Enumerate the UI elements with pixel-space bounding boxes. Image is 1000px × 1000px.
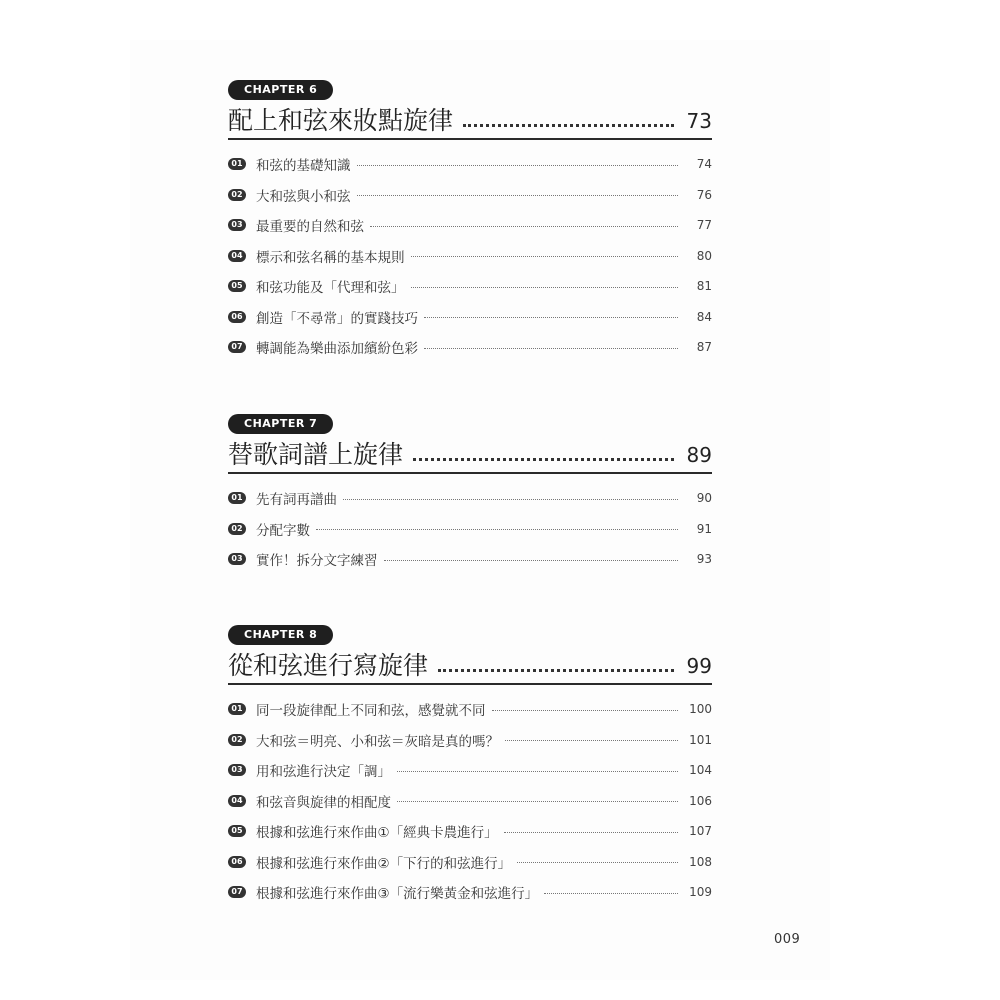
toc-item[interactable]	[228, 755, 712, 786]
chapter-badge: CHAPTER 6	[228, 80, 333, 100]
chapter-heading[interactable]	[228, 102, 712, 136]
item-title: 轉調能為樂曲添加繽紛色彩	[256, 341, 418, 358]
toc-item[interactable]	[228, 210, 712, 241]
toc-list	[228, 483, 712, 575]
item-number: 01	[228, 158, 246, 170]
item-title: 實作！拆分文字練習	[256, 553, 378, 570]
item-page: 107	[689, 824, 712, 839]
item-title: 先有詞再譜曲	[256, 492, 337, 509]
chapter-badge: CHAPTER 7	[228, 414, 333, 434]
item-page: 90	[696, 491, 712, 506]
toc-item[interactable]	[228, 271, 712, 302]
item-page: 81	[696, 279, 712, 294]
toc-item[interactable]	[228, 877, 712, 908]
item-title: 分配字數	[256, 522, 310, 539]
toc-item[interactable]	[228, 149, 712, 180]
chapter-title: 從和弦進行寫旋律	[228, 651, 429, 680]
toc-item[interactable]	[228, 302, 712, 333]
item-page: 76	[696, 187, 712, 202]
chapter-title: 替歌詞譜上旋律	[228, 440, 404, 469]
item-number: 04	[228, 250, 246, 262]
dot-leader	[397, 771, 678, 772]
item-title: 最重要的自然和弦	[256, 219, 364, 236]
chapter-8-section	[228, 623, 712, 908]
toc-item[interactable]	[228, 241, 712, 272]
dot-leader	[517, 862, 678, 863]
item-title: 和弦功能及「代理和弦」	[256, 280, 405, 297]
item-page: 93	[696, 552, 712, 567]
item-title: 大和弦與小和弦	[256, 188, 351, 205]
item-page: 101	[689, 732, 712, 747]
item-title: 根據和弦進行來作曲②「下行的和弦進行」	[256, 855, 512, 872]
chapter-page: 89	[686, 443, 712, 467]
dot-leader	[424, 317, 678, 318]
dot-leader	[413, 458, 674, 461]
dot-leader	[370, 226, 678, 227]
item-number: 02	[228, 523, 246, 535]
chapter-rule	[228, 138, 712, 140]
chapter-title: 配上和弦來妝點旋律	[228, 106, 454, 135]
toc-item[interactable]	[228, 694, 712, 725]
chapter-page: 99	[686, 654, 712, 678]
item-page: 77	[696, 218, 712, 233]
dot-leader	[505, 740, 678, 741]
dot-leader	[492, 710, 679, 711]
item-title: 根據和弦進行來作曲①「經典卡農進行」	[256, 825, 498, 842]
item-number: 01	[228, 492, 246, 504]
item-number: 05	[228, 825, 246, 837]
toc-item[interactable]	[228, 180, 712, 211]
page-number: 009	[774, 932, 801, 947]
dot-leader	[411, 287, 679, 288]
item-number: 03	[228, 219, 246, 231]
item-page: 106	[689, 793, 712, 808]
item-number: 03	[228, 764, 246, 776]
dot-leader	[424, 348, 678, 349]
item-number: 01	[228, 703, 246, 715]
chapter-6-section	[228, 78, 712, 363]
item-page: 104	[689, 763, 712, 778]
toc-list	[228, 694, 712, 908]
toc-list	[228, 149, 712, 363]
item-number: 03	[228, 553, 246, 565]
dot-leader	[357, 165, 679, 166]
dot-leader	[438, 669, 674, 672]
item-title: 大和弦＝明亮、小和弦＝灰暗是真的嗎？	[256, 733, 499, 750]
item-title: 用和弦進行決定「調」	[256, 764, 391, 781]
item-number: 05	[228, 280, 246, 292]
item-page: 80	[696, 248, 712, 263]
dot-leader	[316, 529, 678, 530]
toc-item[interactable]	[228, 725, 712, 756]
item-title: 標示和弦名稱的基本規則	[256, 249, 405, 266]
item-title: 同一段旋律配上不同和弦，感覺就不同	[256, 703, 486, 720]
dot-leader	[343, 499, 678, 500]
item-title: 和弦的基礎知識	[256, 158, 351, 175]
item-page: 100	[689, 702, 712, 717]
chapter-rule	[228, 683, 712, 685]
dot-leader	[411, 256, 679, 257]
chapter-page: 73	[686, 109, 712, 133]
toc-item[interactable]	[228, 332, 712, 363]
chapter-heading[interactable]	[228, 647, 712, 681]
item-page: 109	[689, 885, 712, 900]
toc-item[interactable]	[228, 514, 712, 545]
item-number: 02	[228, 189, 246, 201]
dot-leader	[463, 124, 674, 127]
toc-item[interactable]	[228, 816, 712, 847]
chapter-rule	[228, 472, 712, 474]
item-title: 根據和弦進行來作曲③「流行樂黃金和弦進行」	[256, 886, 539, 903]
item-title: 和弦音與旋律的相配度	[256, 794, 391, 811]
item-number: 04	[228, 795, 246, 807]
chapter-heading[interactable]	[228, 436, 712, 470]
item-page: 108	[689, 854, 712, 869]
dot-leader	[397, 801, 678, 802]
item-number: 02	[228, 734, 246, 746]
toc-item[interactable]	[228, 483, 712, 514]
item-number: 07	[228, 341, 246, 353]
item-page: 87	[696, 340, 712, 355]
chapter-badge: CHAPTER 8	[228, 625, 333, 645]
toc-item[interactable]	[228, 544, 712, 575]
item-page: 84	[696, 309, 712, 324]
toc-item[interactable]	[228, 786, 712, 817]
toc-item[interactable]	[228, 847, 712, 878]
item-title: 創造「不尋常」的實踐技巧	[256, 310, 418, 327]
dot-leader	[384, 560, 679, 561]
dot-leader	[544, 893, 678, 894]
item-number: 06	[228, 311, 246, 323]
chapter-7-section	[228, 412, 712, 575]
item-number: 07	[228, 886, 246, 898]
item-number: 06	[228, 856, 246, 868]
dot-leader	[504, 832, 678, 833]
item-page: 91	[696, 521, 712, 536]
dot-leader	[357, 195, 679, 196]
item-page: 74	[696, 157, 712, 172]
